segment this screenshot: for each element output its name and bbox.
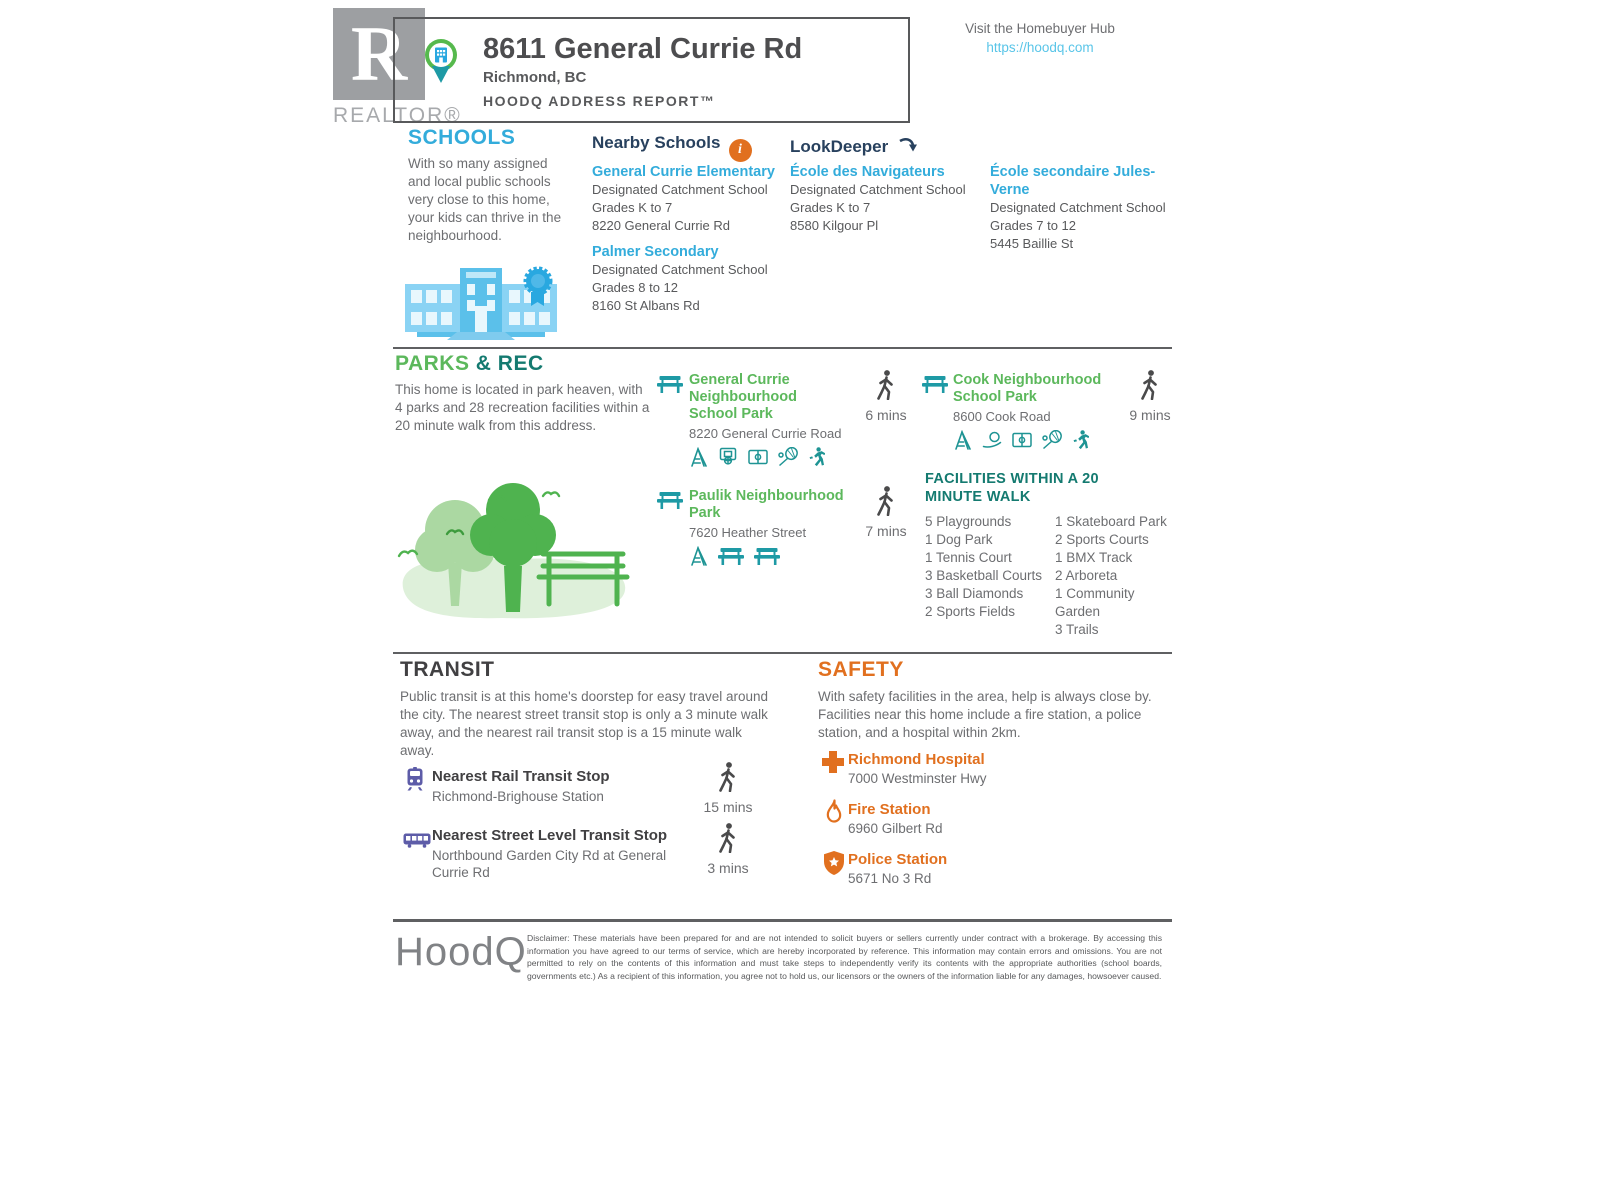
- walking-person-icon: [1139, 370, 1161, 400]
- walk-mins: 7 mins: [865, 523, 907, 539]
- realtor-r-letter: R: [350, 10, 408, 97]
- hub-link[interactable]: https://hoodq.com: [986, 40, 1094, 55]
- lookdeeper-look: Look: [790, 137, 831, 156]
- bench-icon: [922, 376, 948, 393]
- walk-time: [858, 370, 914, 423]
- realtor-wordmark: REALTOR®: [333, 104, 462, 127]
- parks-heading-teal: & REC: [475, 352, 544, 375]
- facility-item: 3 Trails: [1055, 622, 1099, 637]
- parks-heading: [395, 352, 544, 376]
- lookdeeper-deeper: Deeper: [830, 137, 889, 156]
- safety-item: [848, 851, 1088, 886]
- disclaimer-text: Disclaimer: These materials have been prepared for and are not intended to solicit buyers or sellers currently under contract with a brokerage. By accessing this information you have agreed to our terms of service, which are hereby incorporated by reference. This information may contain errors and omissions. You are not permitted to rely on the contents of this information and must take steps to independently verify its contents with the appropriate authorities (school boards, governments etc.) As a recipient of this information, you agree not to hold us, our licensors or the owners of the information liable for any damages, howsoever caused.: [527, 933, 1162, 981]
- walk-mins: 15 mins: [703, 799, 753, 815]
- school-type: Designated Catchment School: [592, 182, 768, 197]
- transit-intro: Public transit is at this home's doorstep for easy travel around the city. The nearest street transit stop is only a 3 minute walk away, and the nearest rail transit stop is a 15 minute walk away.: [400, 689, 769, 758]
- safety-intro: With safety facilities in the area, help is always close by. Facilities near this home include a fire station, a police station, and a hospital within 2km.: [818, 689, 1152, 740]
- page-title: 8611 General Currie Rd: [483, 33, 803, 65]
- walk-mins: 3 mins: [707, 860, 749, 876]
- running-icon: [809, 447, 825, 467]
- facilities-column-2: [1055, 513, 1167, 639]
- school-type: Designated Catchment School: [990, 200, 1166, 215]
- school-name: Palmer Secondary: [592, 244, 719, 260]
- schools-intro: With so many assigned and local public schools very close to this home, your kids can thrive in the neighbourhood.: [408, 156, 562, 243]
- homebuyer-hub: [950, 21, 1130, 57]
- facility-item: 1 BMX Track: [1055, 550, 1133, 565]
- schools-heading: SCHOOLS: [408, 126, 516, 149]
- sports-field-icon: [748, 449, 768, 465]
- school-type: Designated Catchment School: [592, 262, 768, 277]
- school-name: École secondaire Jules-Verne: [990, 164, 1156, 198]
- bench-icon: [657, 492, 683, 509]
- school-address: 8220 General Currie Rd: [592, 218, 731, 233]
- school-card: [790, 163, 980, 235]
- train-icon: [406, 767, 424, 791]
- transit-item: [432, 768, 702, 805]
- flame-icon: [826, 799, 842, 823]
- sports-field-icon: [1012, 432, 1032, 448]
- park-illustration: [393, 438, 633, 628]
- park-facility-icons: [689, 546, 847, 566]
- tennis-icon: [1041, 430, 1063, 450]
- school-address: 5445 Baillie St: [990, 236, 1074, 251]
- facility-item: 2 Arboreta: [1055, 568, 1118, 583]
- park-address: 8600 Cook Road: [953, 409, 1051, 424]
- school-name: École des Navigateurs: [790, 164, 945, 180]
- school-name: General Currie Elementary: [592, 164, 775, 180]
- safety-item: [848, 751, 1088, 786]
- school-building-illustration: [405, 262, 557, 340]
- medical-cross-icon: [822, 751, 844, 773]
- facility-item: 1 Community Garden: [1055, 586, 1135, 619]
- school-address: 8580 Kilgour Pl: [790, 218, 879, 233]
- ball-icon: [982, 431, 1002, 449]
- facilities-column-1: [925, 513, 1045, 621]
- basketball-icon: [718, 447, 738, 467]
- section-divider: [393, 347, 1172, 349]
- walk-time: [700, 823, 756, 876]
- park-name: General Currie Neighbourhood School Park: [689, 372, 797, 422]
- info-icon[interactable]: i: [729, 139, 752, 162]
- transit-value: Northbound Garden City Rd at General Currie Rd: [432, 848, 667, 880]
- page-subtitle: Richmond, BC: [483, 69, 587, 86]
- playground-icon: [689, 447, 709, 467]
- park-name: Cook Neighbourhood School Park: [953, 372, 1102, 405]
- school-grades: Grades 7 to 12: [990, 218, 1076, 233]
- parks-heading-green: PARKS: [395, 352, 470, 375]
- park-card: [953, 372, 1105, 450]
- walk-mins: 6 mins: [865, 407, 907, 423]
- bench-icon: [657, 376, 683, 393]
- streetcar-icon: [403, 832, 431, 848]
- facility-item: 1 Skateboard Park: [1055, 514, 1167, 529]
- safety-name: Fire Station: [848, 801, 931, 818]
- safety-address: 5671 No 3 Rd: [848, 871, 932, 886]
- school-grades: Grades K to 7: [790, 200, 871, 215]
- walk-time: [858, 486, 914, 539]
- transit-heading: TRANSIT: [400, 658, 495, 681]
- school-card: [592, 163, 777, 235]
- facility-item: 3 Ball Diamonds: [925, 586, 1024, 601]
- safety-name: Richmond Hospital: [848, 751, 985, 768]
- walking-person-icon: [717, 823, 739, 853]
- safety-address: 7000 Westminster Hwy: [848, 771, 987, 786]
- school-card: [990, 163, 1168, 253]
- facility-item: 5 Playgrounds: [925, 514, 1012, 529]
- school-address: 8160 St Albans Rd: [592, 298, 700, 313]
- safety-heading: SAFETY: [818, 658, 904, 681]
- safety-name: Police Station: [848, 851, 948, 868]
- map-pin-icon: [424, 38, 458, 84]
- playground-icon: [689, 546, 709, 566]
- nearby-schools-label: Nearby Schools: [592, 133, 721, 152]
- lookdeeper-arrow-icon: [899, 136, 919, 154]
- transit-value: Richmond-Brighouse Station: [432, 789, 604, 804]
- facilities-heading: FACILITIES WITHIN A 20 MINUTE WALK: [925, 471, 1099, 505]
- playground-icon: [953, 430, 973, 450]
- transit-label: Nearest Street Level Transit Stop: [432, 827, 668, 844]
- walk-time: [700, 762, 756, 815]
- tennis-icon: [777, 447, 799, 467]
- running-icon: [1073, 430, 1089, 450]
- lookdeeper-header: [790, 136, 919, 157]
- walking-person-icon: [717, 762, 739, 792]
- hub-label: Visit the Homebuyer Hub: [965, 21, 1115, 36]
- walk-time: [1122, 370, 1178, 423]
- hoodq-logo: HoodQ: [395, 930, 527, 974]
- parks-intro: This home is located in park heaven, with 4 parks and 28 recreation facilities within a 20 minute walk from this address.: [395, 382, 650, 433]
- walking-person-icon: [875, 370, 897, 400]
- school-card: [592, 243, 777, 315]
- nearby-schools-header: [592, 133, 752, 162]
- school-type: Designated Catchment School: [790, 182, 966, 197]
- park-name: Paulik Neighbourhood Park: [689, 488, 844, 521]
- park-facility-icons: [689, 447, 847, 467]
- bench-icon: [718, 548, 744, 565]
- park-facility-icons: [953, 430, 1105, 450]
- section-divider: [393, 652, 1172, 654]
- facility-item: 1 Tennis Court: [925, 550, 1012, 565]
- park-address: 8220 General Currie Road: [689, 426, 842, 441]
- walking-person-icon: [875, 486, 897, 516]
- facility-item: 2 Sports Courts: [1055, 532, 1149, 547]
- park-card: [689, 372, 847, 467]
- transit-label: Nearest Rail Transit Stop: [432, 768, 610, 785]
- walk-mins: 9 mins: [1129, 407, 1171, 423]
- safety-item: [848, 801, 1088, 836]
- park-address: 7620 Heather Street: [689, 525, 807, 540]
- bench-icon: [754, 548, 780, 565]
- facility-item: 2 Sports Fields: [925, 604, 1016, 619]
- school-grades: Grades 8 to 12: [592, 280, 678, 295]
- report-label: HOODQ ADDRESS REPORT™: [483, 93, 716, 109]
- shield-icon: [824, 851, 844, 875]
- transit-item: [432, 827, 702, 881]
- school-grades: Grades K to 7: [592, 200, 673, 215]
- safety-address: 6960 Gilbert Rd: [848, 821, 943, 836]
- facility-item: 1 Dog Park: [925, 532, 993, 547]
- facility-item: 3 Basketball Courts: [925, 568, 1043, 583]
- footer-divider: [393, 919, 1172, 922]
- park-card: [689, 488, 847, 566]
